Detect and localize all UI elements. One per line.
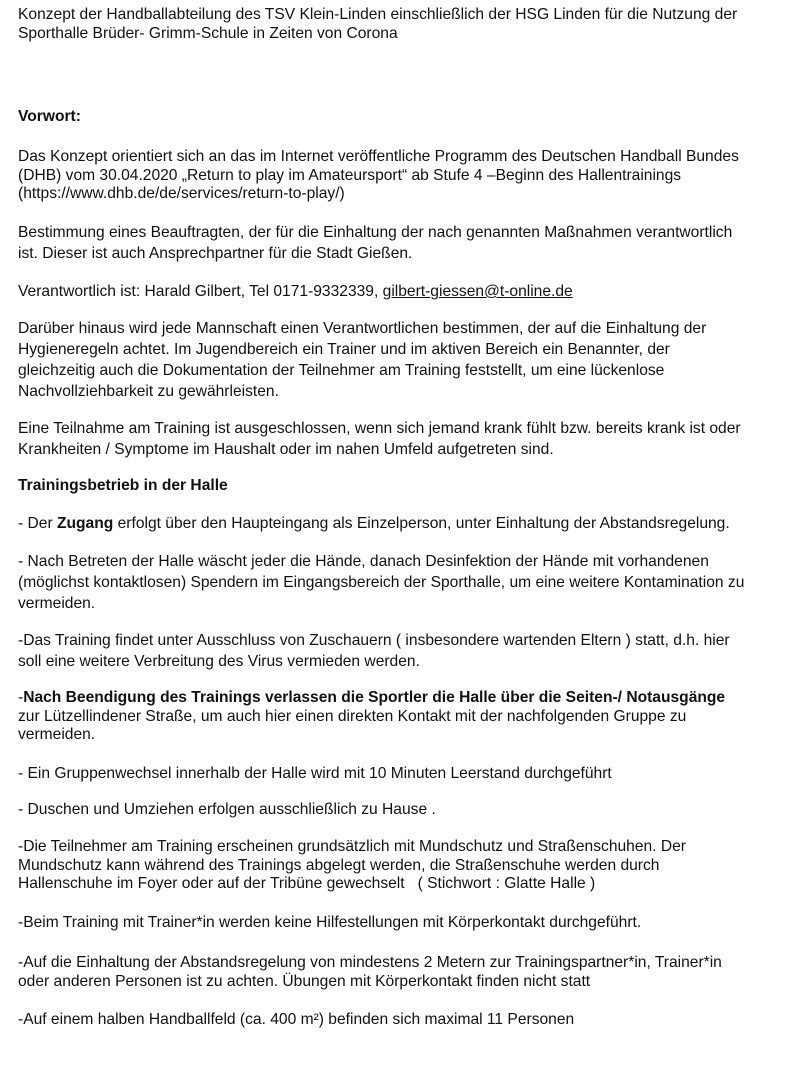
rule-emphasis: Zugang (56, 515, 114, 532)
rule-distance (18, 954, 788, 991)
text-line: -Das Training findet unter Ausschluss von Zuschauern ( insbesondere wartenden Eltern ) statt, d.h. hier (18, 632, 730, 649)
text-line: Bestimmung eines Beauftragten, der für die Einhaltung der nach genannten Maßnahmen verantwortlich (18, 224, 733, 241)
paragraph-intro (18, 148, 788, 204)
rule-no-spectators (18, 630, 788, 672)
rule-no-contact-assist: -Beim Training mit Trainer*in werden keine Hilfestellungen mit Körperkontakt durchgeführt. (18, 914, 642, 931)
text-line: Hallenschuhe im Foyer oder auf der Tribüne gewechselt ( Stichwort : Glatte Halle ) (18, 875, 596, 892)
rule-text: - Der (18, 515, 57, 532)
text-line: ist. Dieser ist auch Ansprechpartner für die Stadt Gießen. (18, 245, 413, 262)
rule-showering: - Duschen und Umziehen erfolgen ausschließlich zu Hause . (18, 801, 436, 818)
paragraph-exclusion (18, 418, 788, 460)
text-line: Nachvollziehbarkeit zu gewährleisten. (18, 383, 279, 400)
rule-hand-washing (18, 551, 788, 614)
text-line: zur Lützellindener Straße, um auch hier einen direkten Kontakt mit der nachfolgenden Gruppe zu (18, 707, 687, 725)
section-heading-vorwort: Vorwort: (18, 108, 81, 125)
paragraph-team-responsible (18, 318, 788, 402)
rule-emphasis: Nach Beendigung des Trainings verlassen die Sportler die Halle über die Seiten-/ Notausgänge (23, 689, 726, 706)
text-line: -Die Teilnehmer am Training erscheinen grundsätzlich mit Mundschutz und Straßenschuhen. Der (18, 838, 686, 855)
text-line: gleichzeitig auch die Dokumentation der Teilnehmer am Training feststellt, um eine lückenlose (18, 362, 665, 379)
text-line: (DHB) vom 30.04.2020 „Return to play im Amateursport“ ab Stufe 4 –Beginn des Hallentrainings (18, 166, 682, 184)
text-line: Darüber hinaus wird jede Mannschaft einen Verantwortlichen bestimmen, der auf die Einhaltung der (18, 320, 707, 337)
text-line: - Nach Betreten der Halle wäscht jeder die Hände, danach Desinfektion der Hände mit vorhandenen (18, 553, 709, 570)
text-line: Hygieneregeln achtet. Im Jugendbereich ein Trainer und im aktiven Bereich ein Benannter, der (18, 341, 670, 358)
text-line: Das Konzept orientiert sich an das im Internet veröffentliche Programm des Deutschen Handball Bundes (18, 148, 739, 165)
text-line: (möglichst kontaktlosen) Spendern im Eingangsbereich der Sporthalle, um eine weitere Kontamination zu (18, 574, 745, 591)
paragraph-contact (18, 281, 788, 302)
section-heading-training: Trainingsbetrieb in der Halle (18, 477, 228, 494)
contact-label: Verantwortlich ist: Harald Gilbert, Tel 0171-9332339, (18, 283, 383, 300)
rule-mask-shoes (18, 838, 788, 894)
text-line: Mundschutz kann während des Trainings abgelegt werden, die Straßenschuhe werden durch (18, 856, 660, 874)
rule-text: erfolgt über den Haupteingang als Einzelperson, unter Einhaltung der Abstandsregelung. (113, 515, 730, 532)
rule-group-change: - Ein Gruppenwechsel innerhalb der Halle wird mit 10 Minuten Leerstand durchgeführt (18, 765, 612, 782)
rule-access (18, 513, 788, 534)
text-line: Krankheiten / Symptome im Haushalt oder im nahen Umfeld aufgetreten sind. (18, 441, 554, 458)
text-line: oder anderen Personen ist zu achten. Übungen mit Körperkontakt finden nicht statt (18, 972, 591, 990)
text-line: vermeiden. (18, 726, 96, 743)
title-line: Sporthalle Brüder- Grimm-Schule in Zeiten von Corona (18, 24, 398, 42)
rule-max-persons: -Auf einem halben Handballfeld (ca. 400 m²) befinden sich maximal 11 Personen (18, 1011, 575, 1028)
text-line: soll eine weitere Verbreitung des Virus vermieden werden. (18, 653, 420, 670)
text-line: vermeiden. (18, 595, 96, 612)
title-line: Konzept der Handballabteilung des TSV Klein-Linden einschließlich der HSG Linden für die Nutzung der (18, 6, 738, 23)
rule-dash: - (18, 689, 24, 706)
email-link[interactable]: gilbert-giessen@t-online.de (382, 283, 573, 300)
paragraph-responsible-person (18, 222, 788, 264)
text-line: -Auf die Einhaltung der Abstandsregelung von mindestens 2 Metern zur Trainingspartner*in, Trainer*in (18, 954, 722, 971)
rule-exit (18, 689, 788, 745)
text-line: Eine Teilnahme am Training ist ausgeschlossen, wenn sich jemand krank fühlt bzw. bereits krank ist oder (18, 420, 741, 437)
document-title (18, 6, 788, 43)
text-line: (https://www.dhb.de/de/services/return-to-play/) (18, 185, 345, 202)
